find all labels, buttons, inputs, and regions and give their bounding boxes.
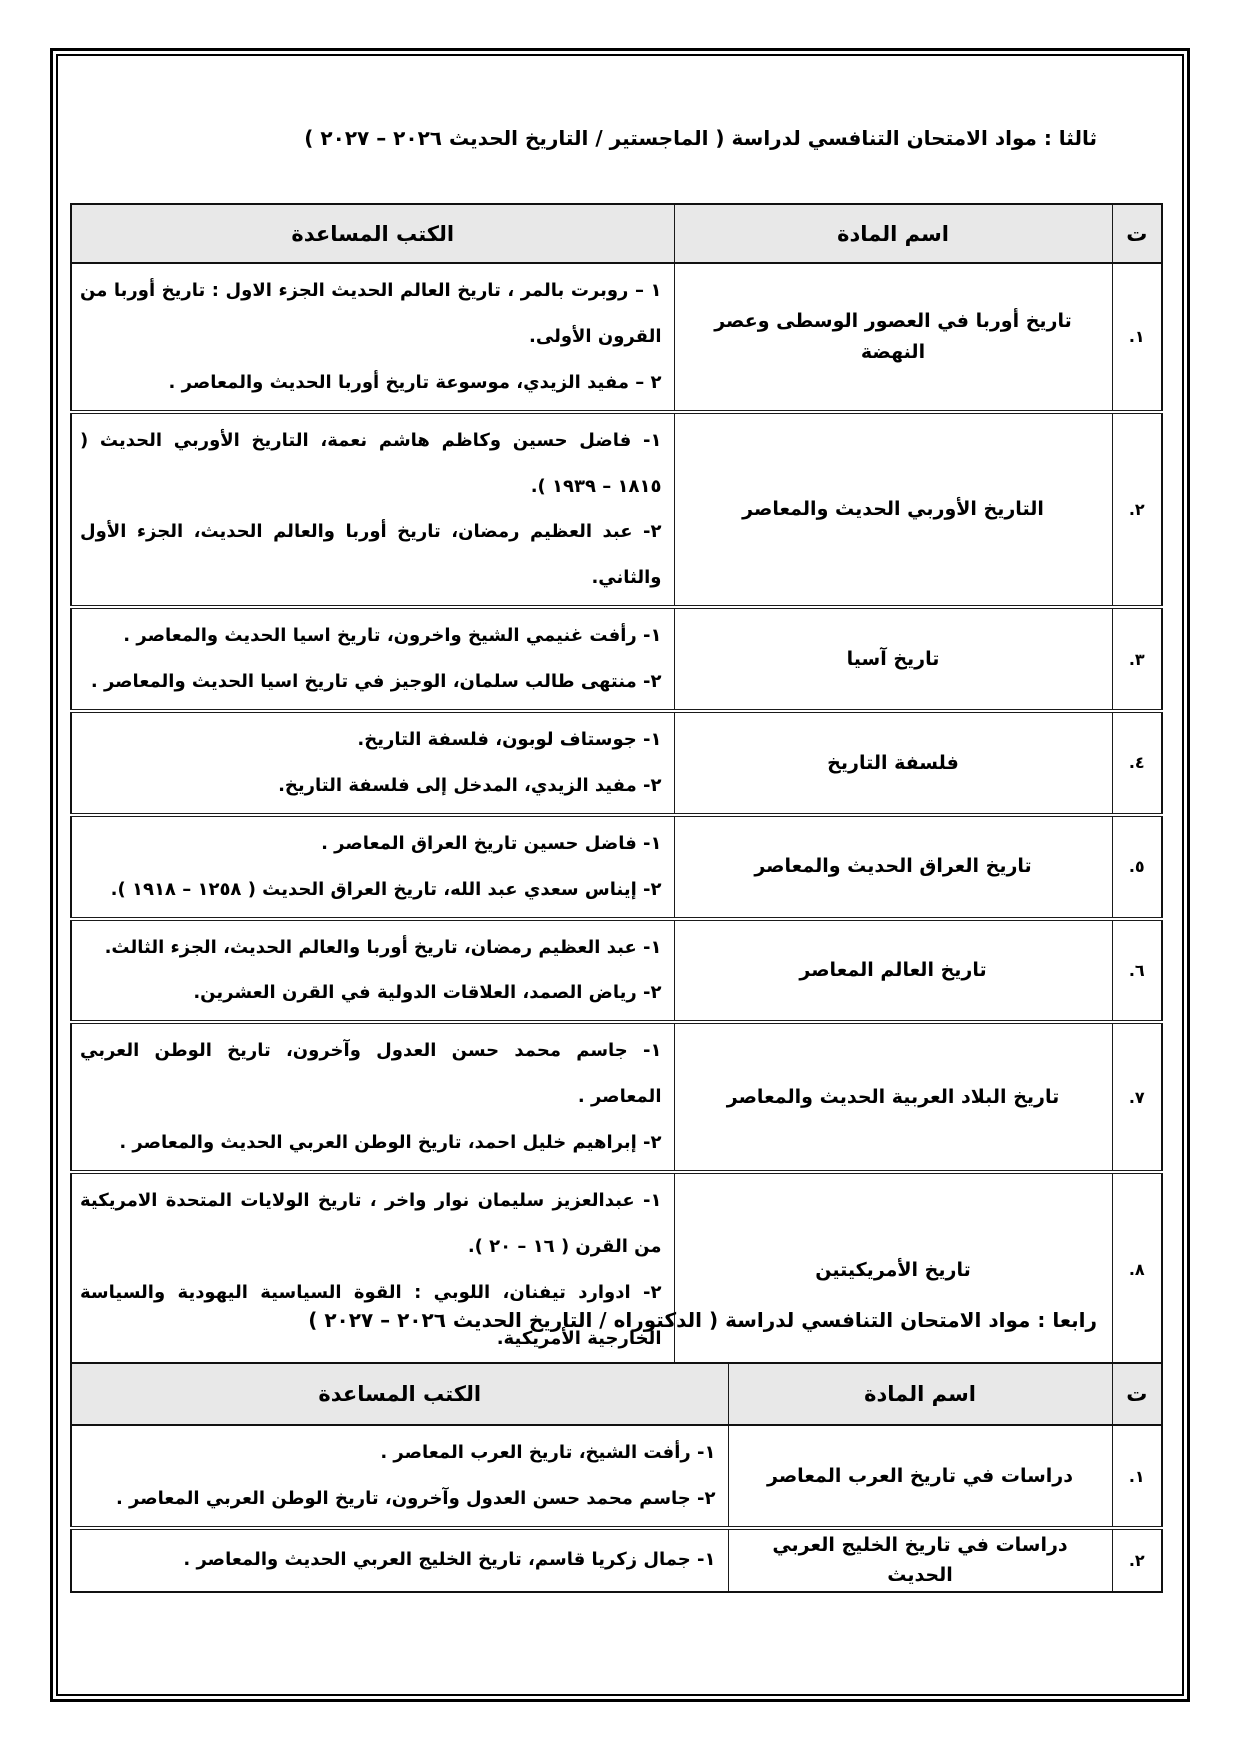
helper-books — [71, 711, 674, 815]
subject-name: التاريخ الأوربي الحديث والمعاصر — [674, 412, 1112, 608]
book-item: ٢- عبد العظيم رمضان، تاريخ أوربا والعالم الحديث، الجزء الأول والثاني. — [80, 521, 662, 589]
helper-books — [71, 1528, 728, 1592]
book-item: ٢- إيناس سعدي عبد الله، تاريخ العراق الحديث ( ١٢٥٨ – ١٩١٨ ). — [110, 878, 662, 900]
subject-name: تاريخ العالم المعاصر — [674, 919, 1112, 1023]
book-item: ١- عبد العظيم رمضان، تاريخ أوربا والعالم الحديث، الجزء الثالث. — [104, 936, 662, 958]
table-row — [71, 815, 1162, 919]
doctorate-subjects-table — [70, 1362, 1163, 1593]
book-item: ٢- جاسم محمد حسن العدول وآخرون، تاريخ الوطن العربي المعاصر . — [115, 1488, 716, 1509]
table1-header-books: الكتب المساعدة — [71, 204, 674, 263]
table1-header-subject: اسم المادة — [674, 204, 1112, 263]
book-item: ٢- إبراهيم خليل احمد، تاريخ الوطن العربي الحديث والمعاصر . — [119, 1132, 662, 1154]
section3-title: ثالثا : مواد الامتحان التنافسي لدراسة ( الماجستير / التاريخ الحديث ٢٠٢٦ – ٢٠٢٧ ) — [304, 126, 1097, 150]
book-item: ٢- مفيد الزيدي، المدخل إلى فلسفة التاريخ. — [278, 774, 662, 796]
row-number: ٧. — [1112, 1022, 1162, 1172]
subject-name: دراسات في تاريخ العرب المعاصر — [728, 1425, 1112, 1528]
book-item: ٢- ادوارد تيفنان، اللوبي : القوة السياسية اليهودية والسياسة الخارجية الأمريكية. — [80, 1281, 662, 1349]
book-item: ٢ – مفيد الزيدي، موسوعة تاريخ أوربا الحديث والمعاصر . — [168, 371, 662, 393]
row-number: ٢. — [1112, 412, 1162, 608]
book-item: ١- جاسم محمد حسن العدول وآخرون، تاريخ الوطن العربي المعاصر . — [80, 1040, 662, 1108]
helper-books — [71, 1172, 674, 1367]
book-item: ٢- منتهى طالب سلمان، الوجيز في تاريخ اسيا الحديث والمعاصر . — [90, 671, 662, 693]
subject-name: فلسفة التاريخ — [674, 711, 1112, 815]
book-item: ١- رأفت غنيمي الشيخ واخرون، تاريخ اسيا الحديث والمعاصر . — [123, 625, 662, 647]
table2-header-row — [71, 1363, 1162, 1425]
subject-name: تاريخ العراق الحديث والمعاصر — [674, 815, 1112, 919]
table-row — [71, 1172, 1162, 1367]
row-number: ٤. — [1112, 711, 1162, 815]
masters-subjects-table — [70, 203, 1163, 1368]
book-item: ١- فاضل حسين تاريخ العراق المعاصر . — [321, 832, 662, 854]
row-number: ٨. — [1112, 1172, 1162, 1367]
subject-name: تاريخ البلاد العربية الحديث والمعاصر — [674, 1022, 1112, 1172]
table-row — [71, 1022, 1162, 1172]
table2-header-num: ت — [1112, 1363, 1162, 1425]
subject-name: تاريخ آسيا — [674, 607, 1112, 711]
table-row — [71, 1425, 1162, 1528]
subject-name: تاريخ أوربا في العصور الوسطى وعصر النهضة — [674, 263, 1112, 412]
subject-name: تاريخ الأمريكيتين — [674, 1172, 1112, 1367]
section4-title: رابعا : مواد الامتحان التنافسي لدراسة ( الدكتوراه / التاريخ الحديث ٢٠٢٦ – ٢٠٢٧ ) — [308, 1308, 1097, 1332]
row-number: ٣. — [1112, 607, 1162, 711]
row-number: ١. — [1112, 1425, 1162, 1528]
table-row — [71, 1528, 1162, 1592]
helper-books — [71, 1022, 674, 1172]
row-number: ٦. — [1112, 919, 1162, 1023]
helper-books — [71, 1425, 728, 1528]
row-number: ٢. — [1112, 1528, 1162, 1592]
helper-books — [71, 815, 674, 919]
table1-header-row — [71, 204, 1162, 263]
table-row — [71, 919, 1162, 1023]
table1-header-num: ت — [1112, 204, 1162, 263]
helper-books — [71, 412, 674, 608]
book-item: ١ – روبرت بالمر ، تاريخ العالم الحديث الجزء الاول : تاريخ أوربا من القرون الأولى. — [80, 280, 662, 347]
subject-name: دراسات في تاريخ الخليج العربي الحديث — [728, 1528, 1112, 1592]
book-item: ١- جوستاف لوبون، فلسفة التاريخ. — [357, 729, 662, 751]
table-row — [71, 711, 1162, 815]
book-item: ١- رأفت الشيخ، تاريخ العرب المعاصر . — [380, 1442, 716, 1464]
table-row — [71, 607, 1162, 711]
book-item: ١- فاضل حسين وكاظم هاشم نعمة، التاريخ الأوربي الحديث ( ١٨١٥ – ١٩٣٩ ). — [80, 429, 662, 497]
row-number: ٥. — [1112, 815, 1162, 919]
helper-books — [71, 607, 674, 711]
helper-books — [71, 263, 674, 412]
book-item: ١- عبدالعزيز سليمان نوار واخر ، تاريخ الولايات المتحدة الامريكية من القرن ( ١٦ – ٢٠ ). — [80, 1190, 662, 1257]
table-row — [71, 412, 1162, 608]
table2-header-subject: اسم المادة — [728, 1363, 1112, 1425]
table2-header-books: الكتب المساعدة — [71, 1363, 728, 1425]
book-item: ١- جمال زكريا قاسم، تاريخ الخليج العربي الحديث والمعاصر . — [183, 1549, 716, 1571]
book-item: ٢- رياض الصمد، العلاقات الدولية في القرن العشرين. — [193, 982, 662, 1004]
helper-books — [71, 919, 674, 1023]
row-number: ١. — [1112, 263, 1162, 412]
table-row — [71, 263, 1162, 412]
